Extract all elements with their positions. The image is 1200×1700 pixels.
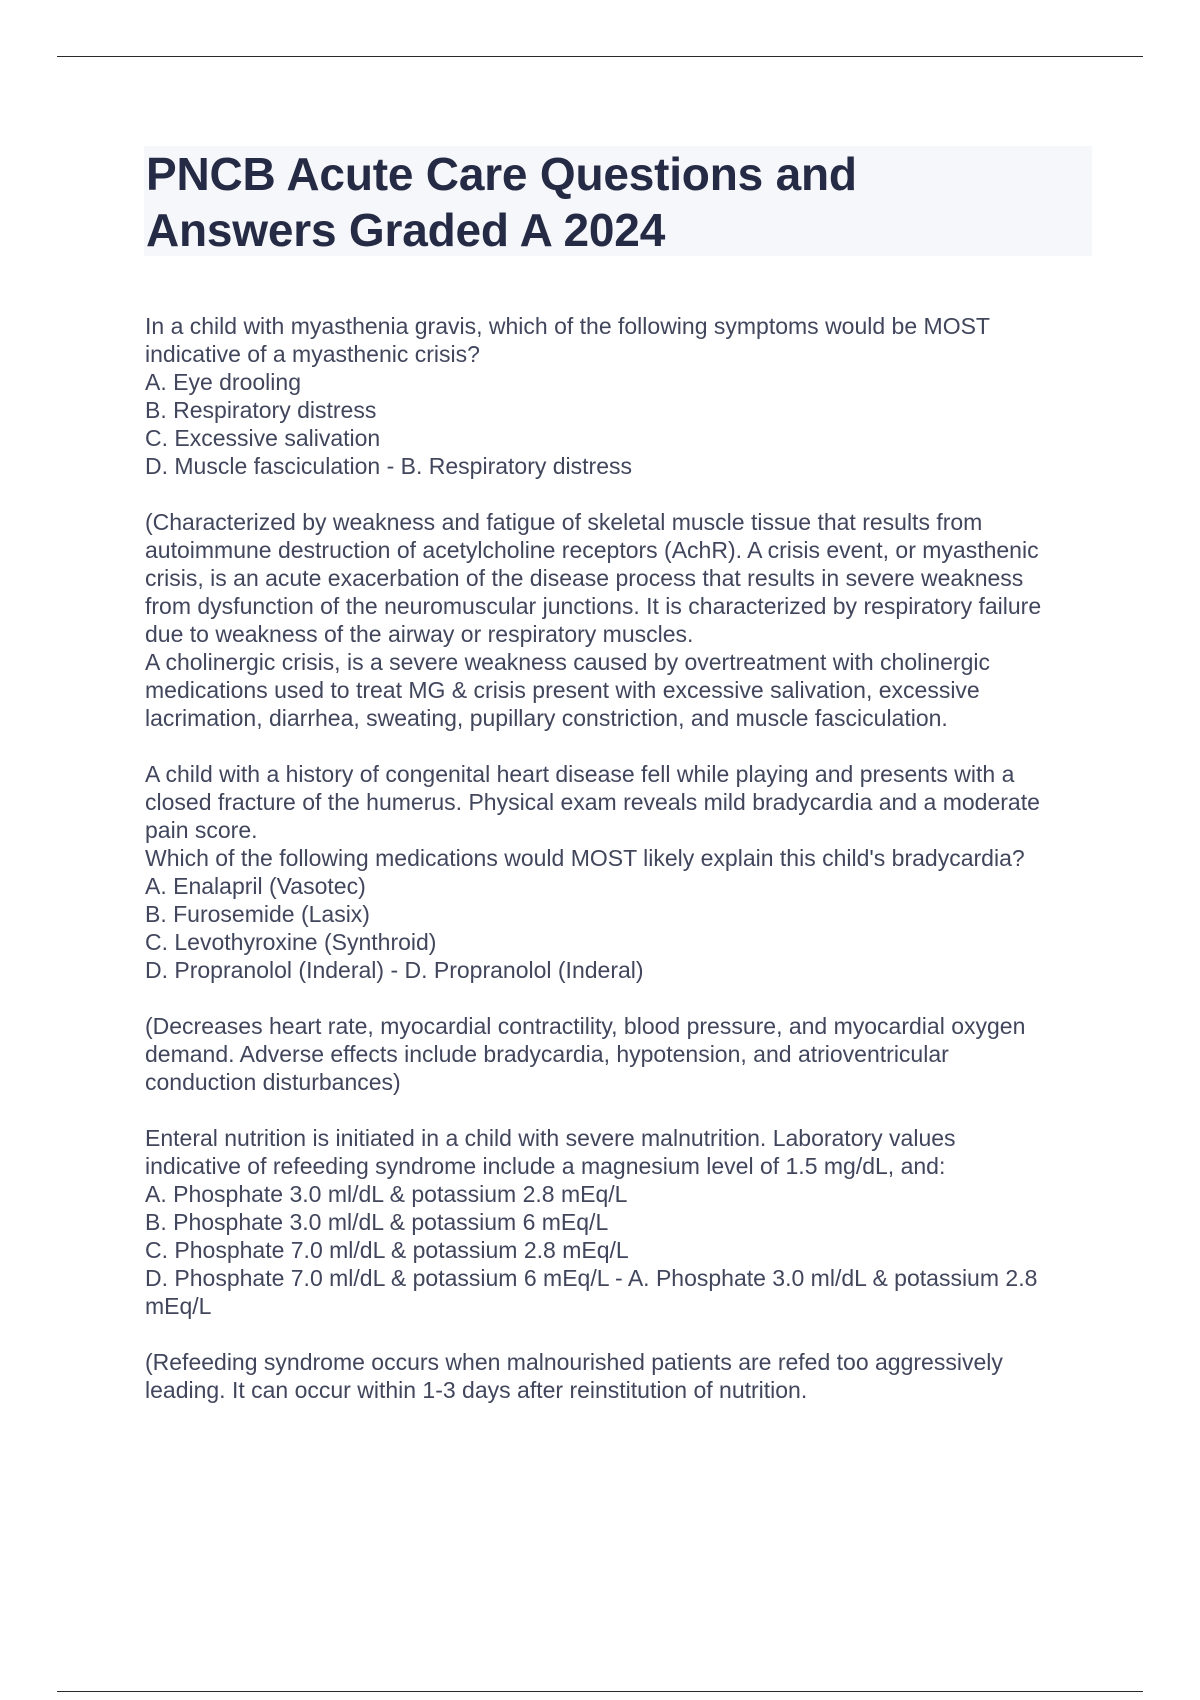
- explanation-2: [145, 1012, 1105, 1096]
- document-title: [144, 146, 1092, 258]
- text-line: conduction disturbances): [145, 1069, 401, 1095]
- text-line: lacrimation, diarrhea, sweating, pupillary constriction, and muscle fasciculation.: [145, 705, 948, 731]
- text-line: indicative of refeeding syndrome include a magnesium level of 1.5 mg/dL, and:: [145, 1153, 946, 1179]
- title-line: PNCB Acute Care Questions and: [146, 148, 857, 200]
- text-line: pain score.: [145, 817, 258, 843]
- answer-line: mEq/L: [145, 1293, 212, 1319]
- answer-line: D. Propranolol (Inderal) - D. Propranolol (Inderal): [145, 957, 644, 983]
- answer-line: D. Phosphate 7.0 ml/dL & potassium 6 mEq/L - A. Phosphate 3.0 ml/dL & potassium 2.8: [145, 1265, 1038, 1291]
- option-line: B. Respiratory distress: [145, 397, 377, 423]
- text-line: In a child with myasthenia gravis, which of the following symptoms would be MOST: [145, 313, 990, 339]
- question-3: [145, 1124, 1105, 1320]
- top-rule: [57, 56, 1143, 57]
- text-line: Which of the following medications would MOST likely explain this child's bradycardia?: [145, 845, 1025, 871]
- text-line: Enteral nutrition is initiated in a child with severe malnutrition. Laboratory values: [145, 1125, 956, 1151]
- text-line: indicative of a myasthenic crisis?: [145, 341, 480, 367]
- question-2: [145, 760, 1105, 984]
- option-line: C. Levothyroxine (Synthroid): [145, 929, 437, 955]
- text-line: (Refeeding syndrome occurs when malnourished patients are refed too aggressively: [145, 1349, 1003, 1375]
- option-line: C. Phosphate 7.0 ml/dL & potassium 2.8 mEq/L: [145, 1237, 629, 1263]
- document-body: [145, 312, 1105, 1432]
- text-line: (Characterized by weakness and fatigue of skeletal muscle tissue that results from: [145, 509, 983, 535]
- text-line: A cholinergic crisis, is a severe weakness caused by overtreatment with cholinergic: [145, 649, 990, 675]
- text-line: leading. It can occur within 1-3 days after reinstitution of nutrition.: [145, 1377, 808, 1403]
- option-line: C. Excessive salivation: [145, 425, 381, 451]
- option-line: A. Eye drooling: [145, 369, 301, 395]
- option-line: B. Furosemide (Lasix): [145, 901, 370, 927]
- answer-line: D. Muscle fasciculation - B. Respiratory distress: [145, 453, 632, 479]
- text-line: medications used to treat MG & crisis present with excessive salivation, excessive: [145, 677, 980, 703]
- text-line: autoimmune destruction of acetylcholine receptors (AchR). A crisis event, or myasthenic: [145, 537, 1039, 563]
- option-line: A. Enalapril (Vasotec): [145, 873, 366, 899]
- text-line: crisis, is an acute exacerbation of the disease process that results in severe weakness: [145, 565, 1024, 591]
- text-line: A child with a history of congenital heart disease fell while playing and presents with a: [145, 761, 1015, 787]
- text-line: closed fracture of the humerus. Physical exam reveals mild bradycardia and a moderate: [145, 789, 1040, 815]
- title-block: [144, 146, 1092, 256]
- explanation-1: [145, 508, 1105, 732]
- option-line: B. Phosphate 3.0 ml/dL & potassium 6 mEq/L: [145, 1209, 609, 1235]
- option-line: A. Phosphate 3.0 ml/dL & potassium 2.8 mEq/L: [145, 1181, 628, 1207]
- text-line: due to weakness of the airway or respiratory muscles.: [145, 621, 694, 647]
- question-1: [145, 312, 1105, 480]
- text-line: demand. Adverse effects include bradycardia, hypotension, and atrioventricular: [145, 1041, 949, 1067]
- text-line: (Decreases heart rate, myocardial contractility, blood pressure, and myocardial oxygen: [145, 1013, 1026, 1039]
- text-line: from dysfunction of the neuromuscular junctions. It is characterized by respiratory failure: [145, 593, 1042, 619]
- bottom-rule: [57, 1691, 1143, 1692]
- explanation-3: [145, 1348, 1105, 1404]
- title-line: Answers Graded A 2024: [146, 204, 666, 256]
